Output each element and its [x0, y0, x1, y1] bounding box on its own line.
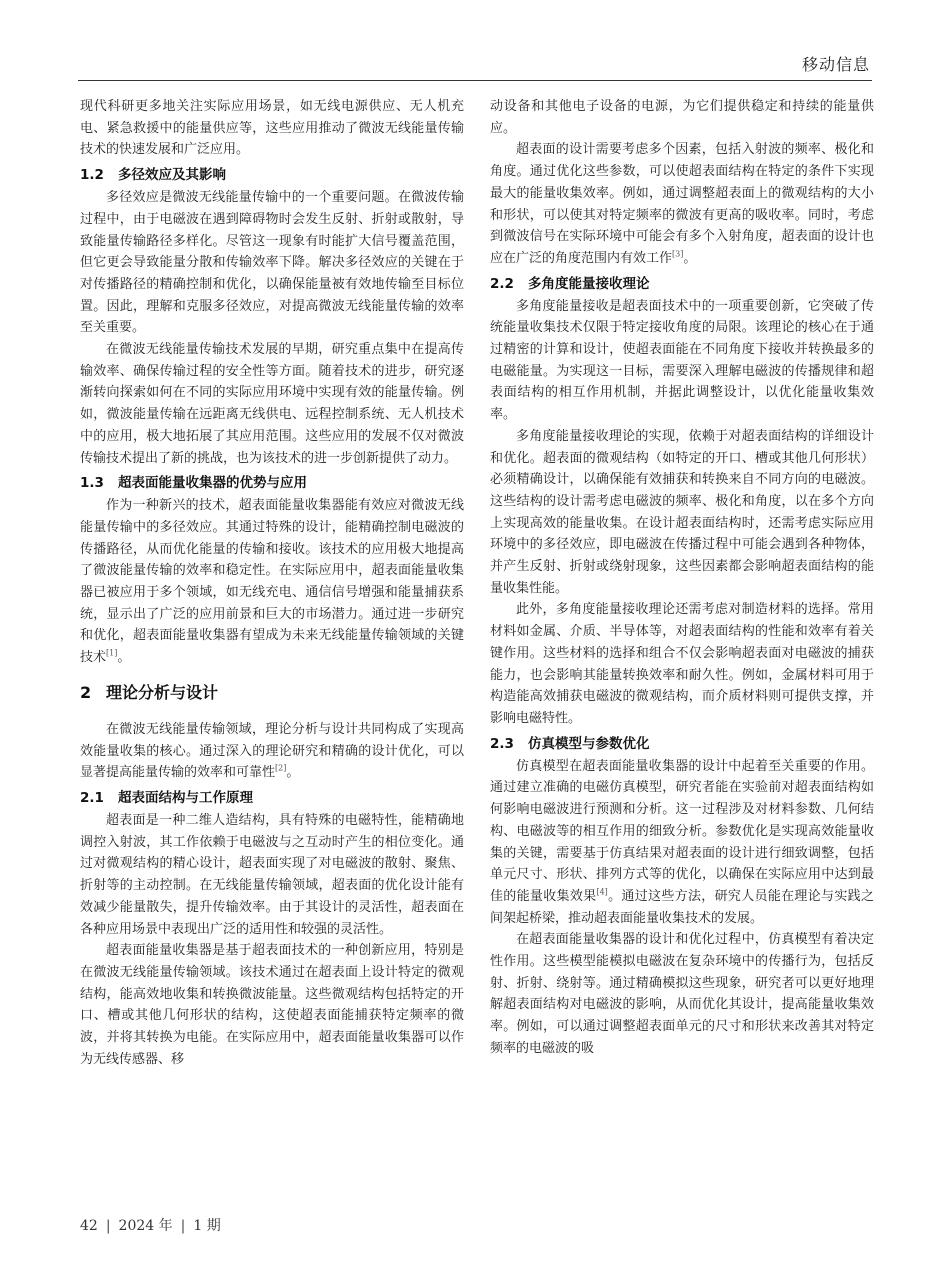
left-column: [80, 96, 464, 1070]
paragraph-2-3a: 仿真模型在超表面能量收集器的设计中起着至关重要的作用。通过建立准确的电磁仿真模型，研究者能在实验前对超表面结构如何影响电磁波进行预测和分析。这一过程涉及对材料参数、几何结构、电磁波等的相互作用的细致分析。参数优化是实现高效能量收集的关键，需要基于仿真结果对超表面的设计进行细致调整，包括单元尺寸、形状、排列方式等的优化，以确保在实际应用中达到最佳的能量收集效果[4]。通过这些方法，研究人员能在理论与实践之间架起桥梁，推动超表面能量收集技术的发展。: [490, 758, 874, 926]
right-column: [490, 96, 874, 1060]
citation-4[interactable]: [4]: [596, 887, 608, 897]
paragraph-2: 在微波无线能量传输领域，理论分析与设计共同构成了实现高效能量收集的核心。通过深入的理论研究和精确的设计优化，可以显著提高能量传输的效率和可靠性[2]。: [80, 721, 464, 781]
section-heading-1-2: 1.2 多径效应及其影响: [80, 167, 226, 184]
paragraph-2-2a: 多角度能量接收是超表面技术中的一项重要创新，它突破了传统能量收集技术仅限于特定接收角度的局限。该理论的核心在于通过精密的计算和设计，使超表面能在不同角度下接收并转换最多的电磁能量。为实现这一目标，需要深入理解电磁波的传播规律和超表面结构的相互作用机制，并据此调整设计，以优化能量收集效率。: [490, 298, 874, 423]
paragraph-2-2c: 此外，多角度能量接收理论还需考虑对制造材料的选择。常用材料如金属、介质、半导体等，对超表面结构的性能和效率有着关键作用。这些材料的选择和组合不仅会影响超表面对电磁波的捕获能力，也会影响其能量转换效率和耐久性。例如，金属材料可用于构造能高效捕获电磁波的微观结构，而介质材料则可提供支撑，并影响电磁特性。: [490, 602, 874, 726]
journal-name: 移动信息: [801, 55, 870, 74]
paragraph-2-1a: 超表面是一种二维人造结构，具有特殊的电磁特性，能精确地调控入射波，其工作依赖于电磁波与之互动时产生的相位变化。通过对微观结构的精心设计，超表面实现了对电磁波的散射、聚焦、折射等的主动控制。在无线能量传输领域，超表面的优化设计能有效减少能量散失，提升传输效率。由于其设计的灵活性，超表面在各种应用场景中表现出广泛的适用性和较强的灵活性。: [80, 812, 464, 937]
paragraph-1-2a: 多径效应是微波无线能量传输中的一个重要问题。在微波传输过程中，由于电磁波在遇到障碍物时会发生反射、折射或散射，导致能量传输路径多样化。尽管这一现象有时能扩大信号覆盖范围，但它更会导致能量分散和传输效率下降。解决多径效应的关键在于对传播路径的精确控制和优化，以确保能量被有效地传输至目标位置。因此，理解和克服多径效应，对提高微波无线能量传输的效率至关重要。: [80, 190, 464, 336]
section-heading-2: 2 理论分析与设计: [80, 682, 219, 702]
section-heading-2-3: 2.3 仿真模型与参数优化: [490, 735, 650, 752]
paragraph-2-3b: 在超表面能量收集器的设计和优化过程中，仿真模型有着决定性作用。这些模型能模拟电磁波在复杂环境中的传播行为，包括反射、折射、绕射等。通过精确模拟这些现象，研究者可以更好地理解超表面结构对电磁波的影响，从而优化其设计，提高能量收集效率。例如，可以通过调整超表面单元的尺寸和形状来改善其对特定频率的电磁波的吸: [490, 932, 874, 1056]
section-heading-2-1: 2.1 超表面结构与工作原理: [80, 789, 253, 806]
paragraph-2-1c: 超表面的设计需要考虑多个因素，包括入射波的频率、极化和角度。通过优化这些参数，可以使超表面结构在特定的条件下实现最大的能量收集效率。例如，通过调整超表面上的微观结构的大小和形状，可以使其对特定频率的微波有更高的吸收率。同时，考虑到微波信号在实际环境中可能会有多个入射角度，超表面的设计也应在广泛的角度范围内有效工作[3]。: [490, 142, 874, 266]
paragraph-2-1b: 超表面能量收集器是基于超表面技术的一种创新应用，特别是在微波无线能量传输领域。该技术通过在超表面上设计特定的微观结构，能高效地收集和转换微波能量。这些微观结构包括特定的开口、槽或其他几何形状的结构，这使超表面能捕获特定频率的微波，并将其转换为电能。在实际应用中，超表面能量收集器可以作为无线传感器、移: [80, 943, 464, 1067]
section-heading-1-3: 1.3 超表面能量收集器的优势与应用: [80, 475, 307, 492]
paragraph-continued: 动设备和其他电子设备的电源，为它们提供稳定和持续的能量供应。: [490, 99, 874, 136]
footer-divider: |: [180, 1218, 186, 1234]
paragraph-1-2b: 在微波无线能量传输技术发展的早期，研究重点集中在提高传输效率、确保传输过程的安全性等方面。随着技术的进步，研究逐渐转向探索如何在不同的实际应用环境中实现有效的能量传输。例如，微波能量传输在远距离无线供电、远程控制系统、无人机技术中的应用，极大地拓展了其应用范围。这些应用的发展不仅对微波传输技术提出了新的挑战，也为该技术的进一步创新提供了动力。: [80, 342, 464, 466]
footer-divider: |: [105, 1218, 111, 1234]
paragraph-1-3: 作为一种新兴的技术，超表面能量收集器能有效应对微波无线能量传输中的多径效应。其通过特殊的设计，能精确控制电磁波的传播路径，从而优化能量的传输和接收。该技术的应用极大地提高了微波能量传输的效率和稳定性。在实际应用中，超表面能量收集器已被应用于多个领域，如无线充电、通信信号增强和能量捕获系统，显示出了广泛的应用前景和巨大的市场潜力。通过进一步研究和优化，超表面能量收集器有望成为未来无线能量传输领域的关键技术[1]。: [80, 498, 464, 666]
section-heading-2-2: 2.2 多角度能量接收理论: [490, 275, 650, 292]
citation-1[interactable]: [1]: [106, 648, 118, 658]
page-number: 42: [80, 1218, 98, 1234]
citation-2[interactable]: [2]: [275, 763, 287, 773]
header-rule: [78, 80, 872, 81]
page-footer: [80, 1215, 221, 1235]
footer-year: 2024 年: [118, 1218, 173, 1234]
footer-issue: 1 期: [193, 1218, 221, 1234]
citation-3[interactable]: [3]: [672, 249, 684, 259]
paragraph-2-2b: 多角度能量接收理论的实现，依赖于对超表面结构的详细设计和优化。超表面的微观结构（如特定的开口、槽或其他几何形状）必须精确设计，以确保能有效捕获和转换来自不同方向的电磁波。这些结构的设计需考虑电磁波的频率、极化和角度，以在多个方向上实现高效的能量收集。在设计超表面结构时，还需考虑实际应用环境中的多径效应，即电磁波在传播过程中可能会遇到各种物体，并产生反射、折射或绕射现象，这些因素都会影响超表面结构的能量收集性能。: [490, 428, 874, 596]
paragraph-intro: 现代科研更多地关注实际应用场景，如无线电源供应、无人机充电、紧急救援中的能量供应等，这些应用推动了微波无线能量传输技术的快速发展和广泛应用。: [80, 99, 464, 158]
